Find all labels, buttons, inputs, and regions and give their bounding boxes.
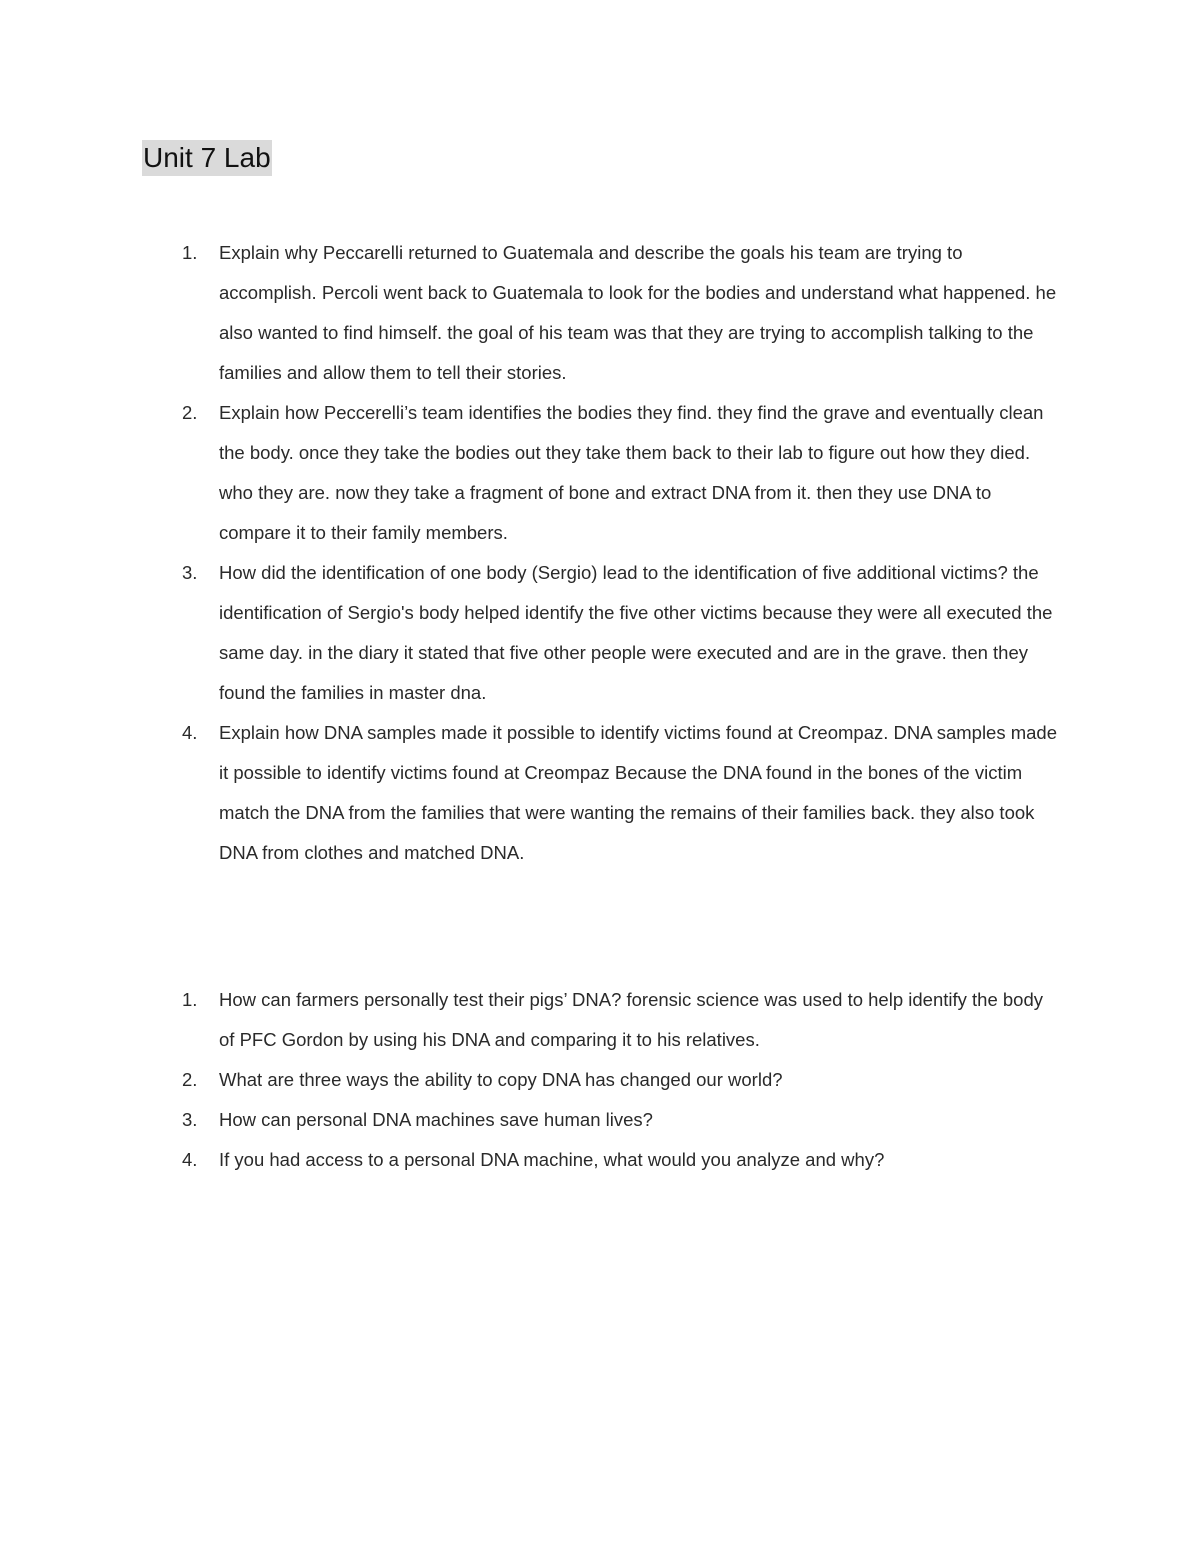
question-text: How can farmers personally test their pigs’ DNA? forensic science was used to help identify the body of PFC Gordon by using his DNA and comparing it to his relatives. [219, 989, 1043, 1050]
list-number: 2. [182, 1069, 198, 1090]
list-item [142, 980, 1062, 1060]
question-text: If you had access to a personal DNA machine, what would you analyze and why? [219, 1149, 885, 1170]
question-text: What are three ways the ability to copy DNA has changed our world? [219, 1069, 783, 1090]
list-item [142, 553, 1062, 713]
list-item [142, 1140, 1062, 1180]
list-number: 1. [182, 989, 198, 1010]
question-text: How did the identification of one body (Sergio) lead to the identification of five additional victims? the identification of Sergio's body helped identify the five other victims because they were all executed the same day. in the diary it stated that five other people were executed and are in the grave. then they found the families in master dna. [219, 562, 1053, 703]
question-text: How can personal DNA machines save human lives? [219, 1109, 653, 1130]
list-number: 4. [182, 1149, 198, 1170]
list-item [142, 1100, 1062, 1140]
question-text: Explain how Peccerelli’s team identifies the bodies they find. they find the grave and eventually clean the body. once they take the bodies out they take them back to their lab to figure out how they died. who they are. now they take a fragment of bone and extract DNA from it. then they use DNA to compare it to their family members. [219, 402, 1044, 543]
question-list-1 [142, 233, 1062, 873]
document-title: Unit 7 Lab [142, 140, 272, 176]
list-item [142, 713, 1062, 873]
question-list-2 [142, 980, 1062, 1180]
question-text: Explain how DNA samples made it possible to identify victims found at Creompaz. DNA samples made it possible to identify victims found at Creompaz Because the DNA found in the bones of the victim match the DNA from the families that were wanting the remains of their families back. they also took DNA from clothes and matched DNA. [219, 722, 1058, 863]
list-item [142, 233, 1062, 393]
list-number: 1. [182, 242, 198, 263]
list-number: 2. [182, 402, 198, 423]
list-item [142, 393, 1062, 553]
list-item [142, 1060, 1062, 1100]
list-number: 3. [182, 562, 198, 583]
question-text: Explain why Peccarelli returned to Guatemala and describe the goals his team are trying to accomplish. Percoli went back to Guatemala to look for the bodies and understand what happened. he also wanted to find himself. the goal of his team was that they are trying to accomplish talking to the families and allow them to tell their stories. [219, 242, 1057, 383]
list-number: 3. [182, 1109, 198, 1130]
list-number: 4. [182, 722, 198, 743]
